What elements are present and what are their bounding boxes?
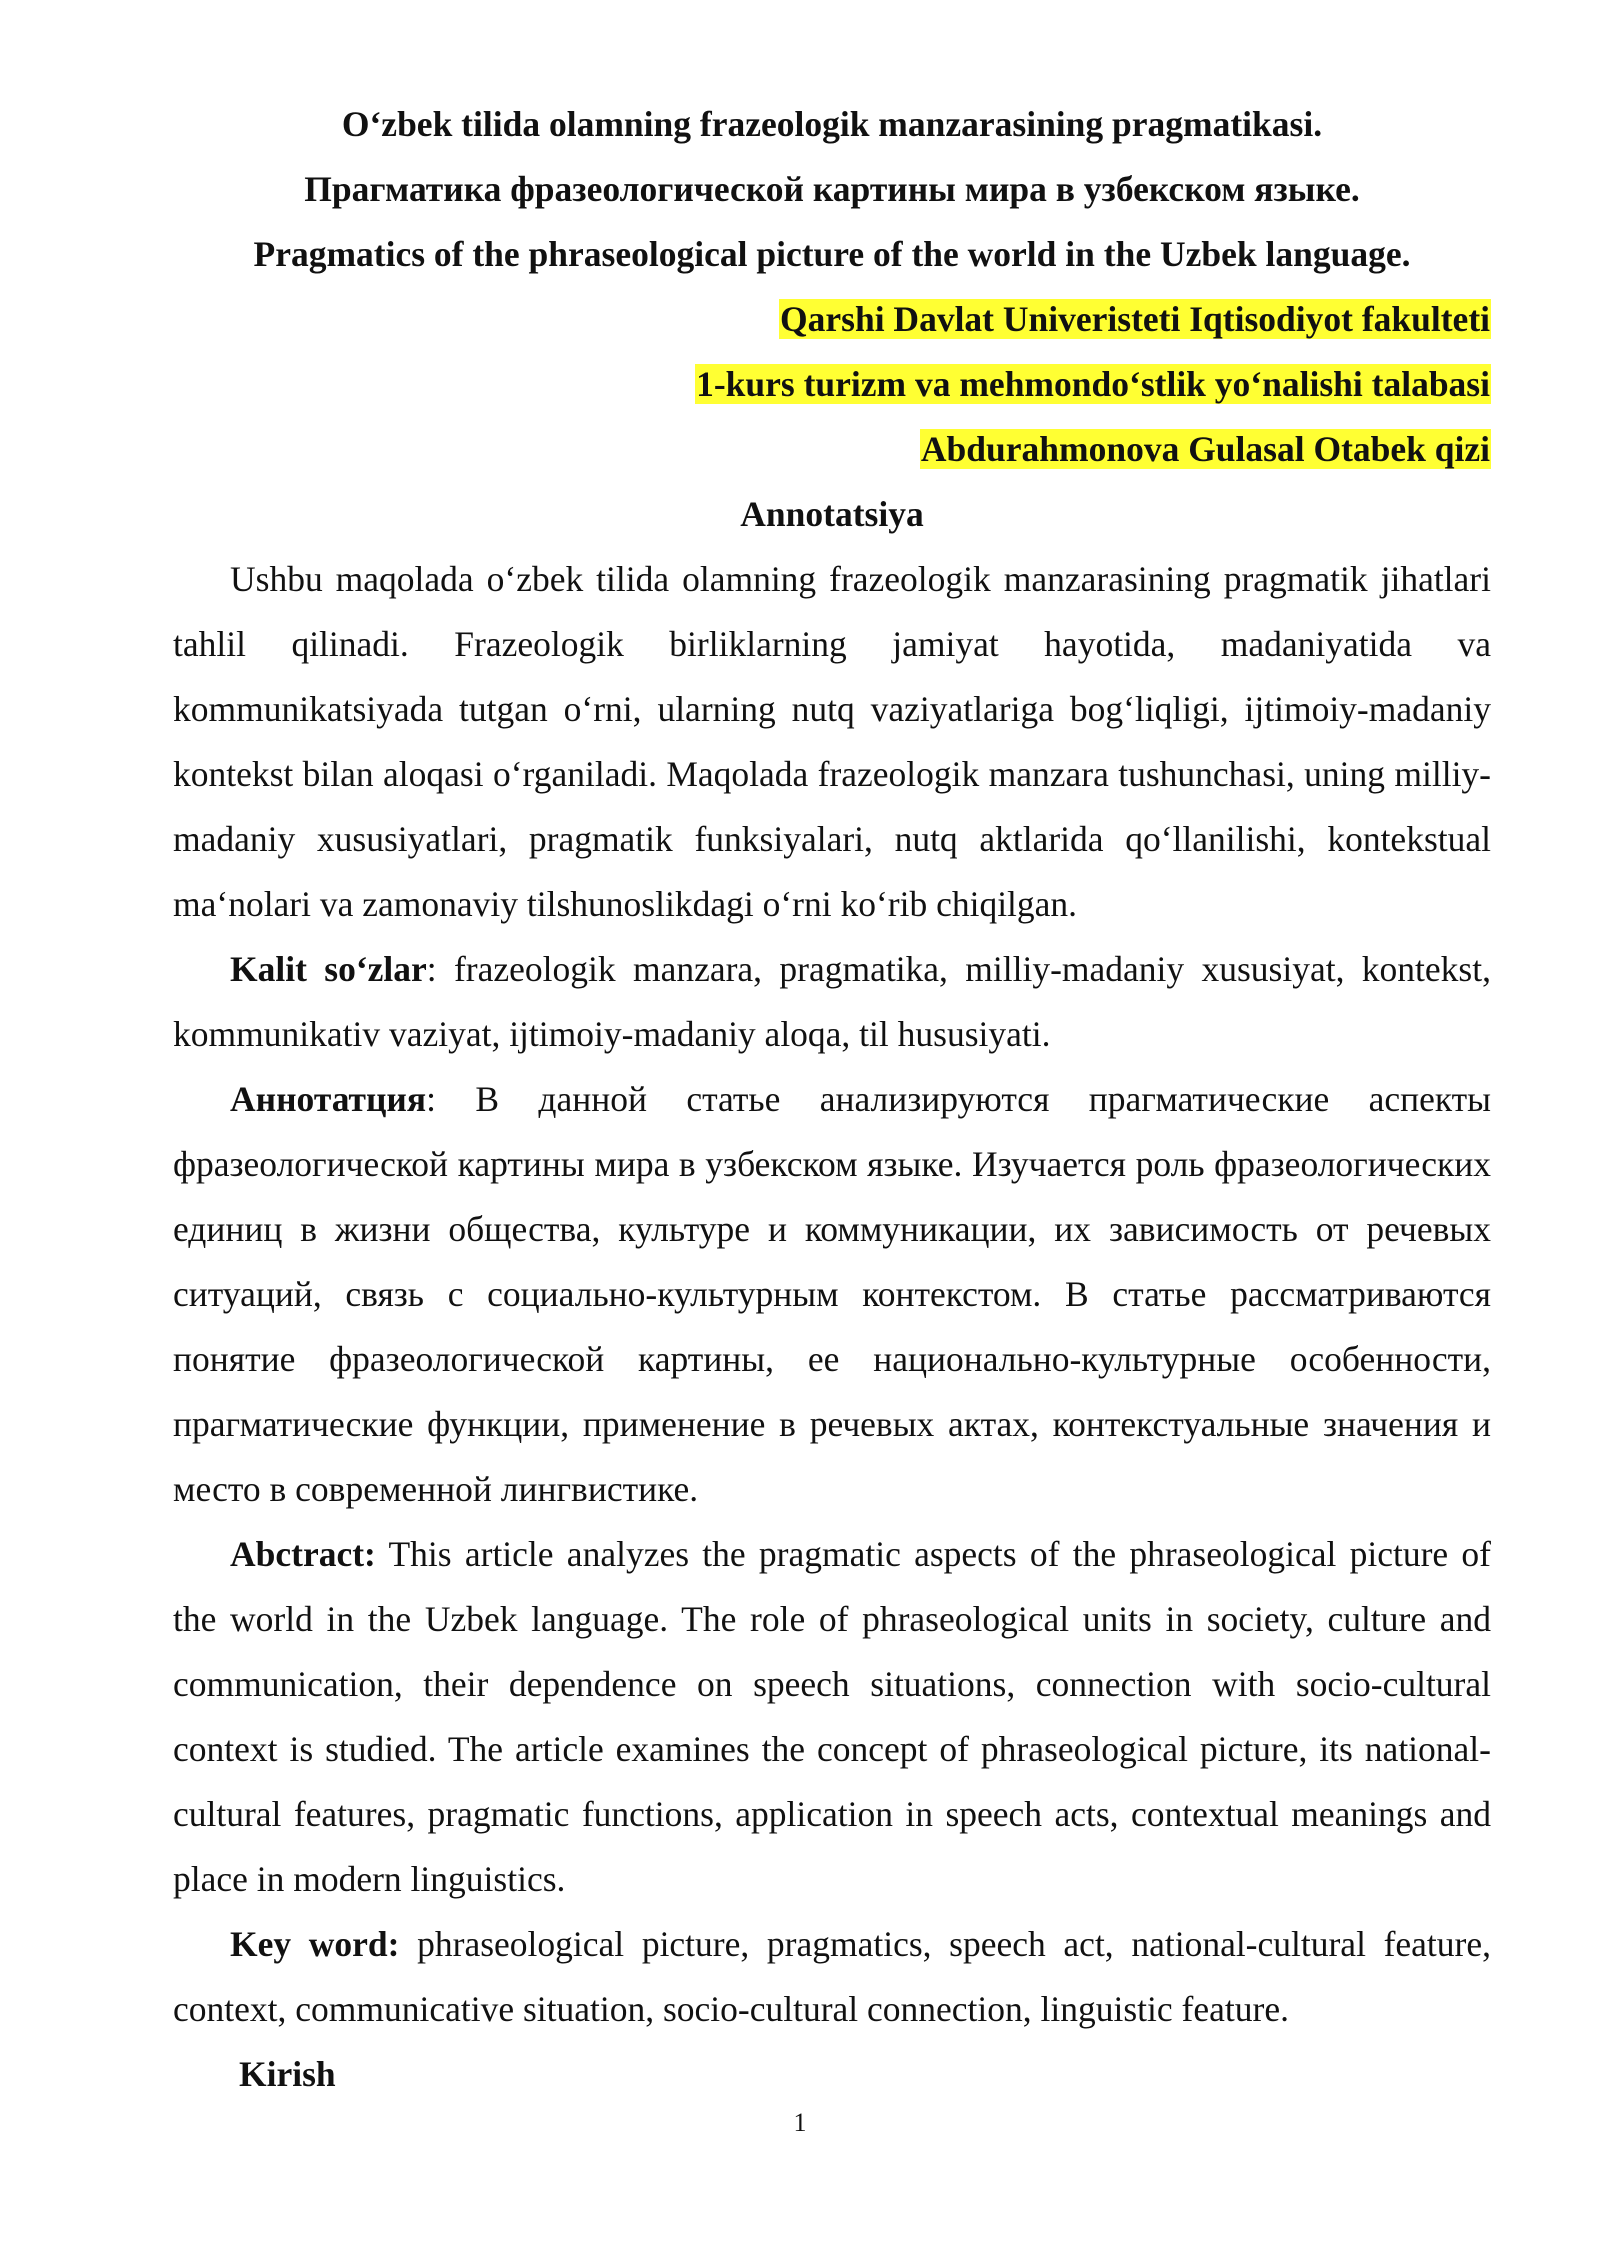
annotation-uzbek-text: Ushbu maqolada o‘zbek tilida olamning frazeologik manzarasining pragmatik jihatlari tahlil qilinadi. Frazeologik birliklarning jamiyat hayotida, madaniyatida va kommunikatsiyada tutgan o‘rni, ularning nutq vaziyatlariga bog‘liqligi, ijtimoiy-madaniy kontekst bilan aloqasi o‘rganiladi. Maqolada frazeologik manzara tushunchasi, uning milliy-madaniy xususiyatlari, pragmatik funksiyalari, nutq aktlarida qo‘llanilishi, kontekstual ma‘nolari va zamonaviy tilshunoslikdagi o‘rni ko‘rib chiqilgan. — [173, 559, 1491, 924]
annotation-russian-separator: : — [426, 1079, 436, 1119]
author-name: Abdurahmonova Gulasal Otabek qizi — [920, 429, 1490, 469]
affiliation-university: Qarshi Davlat Univeristeti Iqtisodiyot fakulteti — [780, 299, 1490, 339]
title-english: Pragmatics of the phraseological picture of the world in the Uzbek language. — [253, 234, 1411, 274]
page-number: 1 — [793, 2108, 807, 2137]
title-uzbek: O‘zbek tilida olamning frazeologik manzarasining pragmatikasi. — [341, 104, 1323, 144]
affiliation-course: 1-kurs turizm va mehmondo‘stlik yo‘nalishi talabasi — [696, 364, 1490, 404]
annotation-russian-label: Аннотатция — [230, 1079, 427, 1119]
title-russian: Прагматика фразеологической картины мира в узбекском языке. — [304, 169, 1360, 209]
annotation-russian-text: В данной статье анализируются прагматические аспекты фразеологической картины мира в узбекском языке. Изучается роль фразеологических единиц в жизни общества, культуре и коммуникации, их зависимость от речевых ситуаций, связь с социально-культурным контекстом. В статье рассматриваются понятие фразеологической картины, ее национально-культурные особенности, прагматические функции, применение в речевых актах, контекстуальные значения и место в современной лингвистике. — [173, 1079, 1491, 1509]
abstract-english-label: Abctract: — [230, 1534, 376, 1574]
keywords-uzbek-text: frazeologik manzara, pragmatika, milliy-madaniy xususiyat, kontekst, kommunikativ vaziyat, ijtimoiy-madaniy aloqa, til hususiyati. — [173, 949, 1491, 1054]
keywords-english-label: Key word: — [230, 1924, 400, 1964]
annotation-heading: Annotatsiya — [740, 494, 924, 534]
page-content — [173, 92, 1491, 2107]
keywords-english — [173, 1912, 1491, 2042]
abstract-english-text: This article analyzes the pragmatic aspects of the phraseological picture of the world in the Uzbek language. The role of phraseological units in society, culture and communication, their dependence on speech situations, connection with socio-cultural context is studied. The article examines the concept of phraseological picture, its national-cultural features, pragmatic functions, application in speech acts, contextual meanings and place in modern linguistics. — [173, 1534, 1491, 1899]
affiliation-course-line — [173, 352, 1491, 417]
annotation-russian — [173, 1067, 1491, 1522]
affiliation-university-line — [173, 287, 1491, 352]
intro-heading: Kirish — [239, 2054, 336, 2094]
abstract-english — [173, 1522, 1491, 1912]
keywords-uzbek-label: Kalit so‘zlar — [230, 949, 427, 989]
keywords-english-text: phraseological picture, pragmatics, speech act, national-cultural feature, context, communicative situation, socio-cultural connection, linguistic feature. — [173, 1924, 1491, 2029]
keywords-uzbek — [173, 937, 1491, 1067]
keywords-uzbek-separator: : — [426, 949, 437, 989]
affiliation-author-line — [173, 417, 1491, 482]
